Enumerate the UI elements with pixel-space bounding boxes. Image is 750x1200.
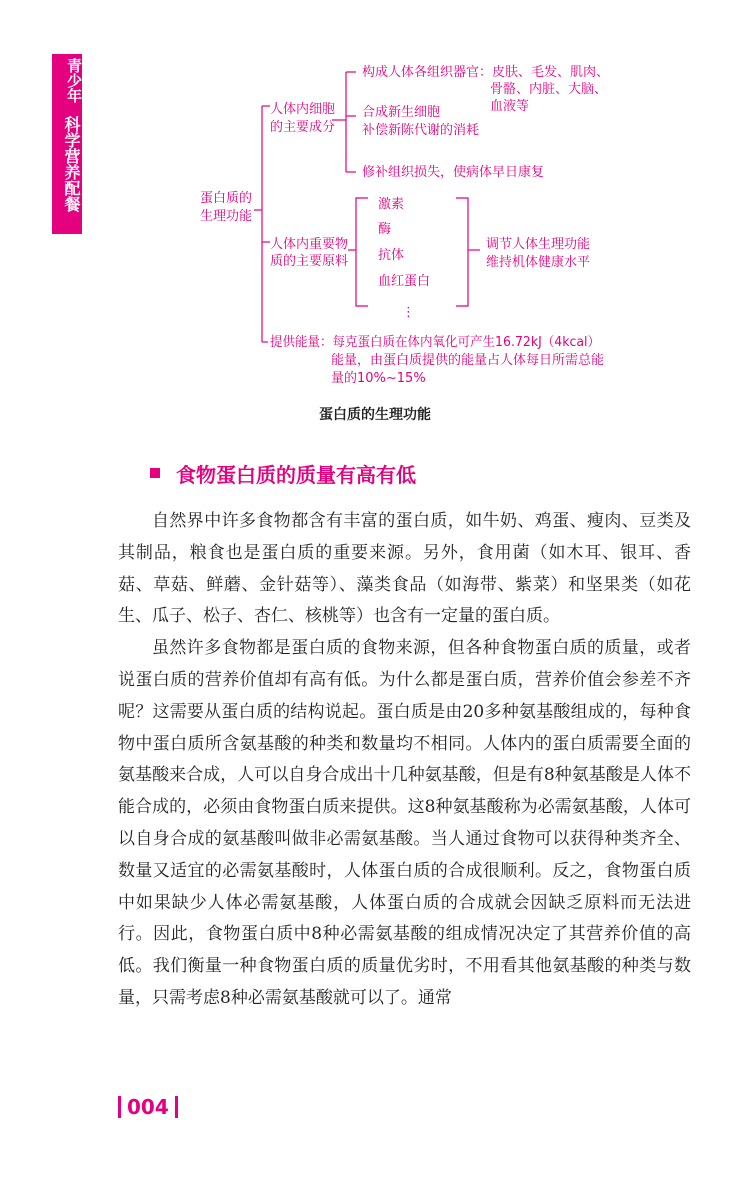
paragraph-2: 虽然许多食物都是蛋白质的食物来源，但各种食物蛋白质的质量，或者说蛋白质的营养价值却有高有低。为什么都是蛋白质，营养价值会参差不齐呢？这需要从蛋白质的结构说起。蛋白质是由20多种氨基酸组成的，每种食物中蛋白质所含氨基酸的种类和数量均不相同。人体内的蛋白质需要全面的氨基酸来合成，人可以自身合成出十几种氨基酸，但是有8种氨基酸是人体不能合成的，必须由食物蛋白质来提供。这8种氨基酸称为必需氨基酸，人体可以自身合成的氨基酸叫做非必需氨基酸。当人通过食物可以获得种类齐全、数量又适宜的必需氨基酸时，人体蛋白质的合成很顺利。反之，食物蛋白质中如果缺少人体必需氨基酸，人体蛋白质的合成就会因缺乏原料而无法进行。因此，食物蛋白质中8种必需氨基酸的组成情况决定了其营养价值的高低。我们衡量一种食物蛋白质的质量优劣时，不用看其他氨基酸的种类与数量，只需考虑8种必需氨基酸就可以了。通常 xyxy=(118,638,691,1008)
branch1-label-line2: 的主要成分 xyxy=(270,120,336,135)
branch2-item-antibody: 抗体 xyxy=(378,248,405,263)
branch1-item3: 修补组织损失，使病体早日康复 xyxy=(362,165,545,180)
page-number xyxy=(118,1093,178,1121)
root-label-line2: 生理功能 xyxy=(200,209,253,224)
section-heading xyxy=(150,458,416,488)
branch2-right-bracket xyxy=(456,198,468,306)
branch1-item1-line3: 血液等 xyxy=(490,99,530,114)
branch1-label-line1: 人体内细胞 xyxy=(270,102,336,117)
branch2-item-hormone: 激素 xyxy=(378,197,405,212)
page-number-text: 004 xyxy=(127,1095,169,1119)
branch2-ellipsis: ⋮ xyxy=(402,305,415,320)
branch3-line3: 量的10%~15% xyxy=(331,371,426,386)
section-heading-text: 食物蛋白质的质量有高有低 xyxy=(176,462,416,487)
branch3-line2: 能量，由蛋白质提供的能量占人体每日所需总能 xyxy=(331,353,605,368)
page-number-left-bar xyxy=(118,1096,121,1118)
branch3-line1: 提供能量：每克蛋白质在体内氧化可产生16.72kJ（4kcal） xyxy=(270,335,614,350)
branch2-left-bracket xyxy=(356,198,368,306)
root-label-line1: 蛋白质的 xyxy=(200,191,253,206)
branch1-item1-line2: 骨骼、内脏、大脑、 xyxy=(490,82,608,97)
branch2-item-hemoglobin: 血红蛋白 xyxy=(378,274,431,289)
branch2-label-line2: 质的主要原料 xyxy=(270,254,349,269)
square-bullet-icon xyxy=(150,468,160,478)
paragraph-1: 自然界中许多食物都含有丰富的蛋白质，如牛奶、鸡蛋、瘦肉、豆类及其制品，粮食也是蛋白质的重要来源。另外，食用菌（如木耳、银耳、香菇、草菇、鲜蘑、金针菇等）、藻类食品（如海带、紫菜）和坚果类（如花生、瓜子、松子、杏仁、核桃等）也含有一定量的蛋白质。 xyxy=(118,511,691,627)
side-tab-book-title: 科学营养配餐 xyxy=(62,116,81,212)
figure-caption: 蛋白质的生理功能 xyxy=(319,407,431,423)
branch1-item2-line2: 补偿新陈代谢的消耗 xyxy=(362,123,480,138)
branch2-label-line1: 人体内重要物 xyxy=(270,237,349,252)
branch1-item2-line1: 合成新生细胞 xyxy=(362,105,441,120)
page-number-right-bar xyxy=(175,1096,178,1118)
branch1-item1-line1: 构成人体各组织器官：皮肤、毛发、肌肉、 xyxy=(362,65,610,80)
branch2-item-enzyme: 酶 xyxy=(378,222,392,237)
branch2-result-line2: 维持机体健康水平 xyxy=(486,255,591,270)
protein-function-diagram xyxy=(0,0,750,400)
body-text xyxy=(118,506,691,1015)
side-tab-series-title: 青少年 xyxy=(65,58,83,103)
branch2-result-line1: 调节人体生理功能 xyxy=(486,237,591,252)
